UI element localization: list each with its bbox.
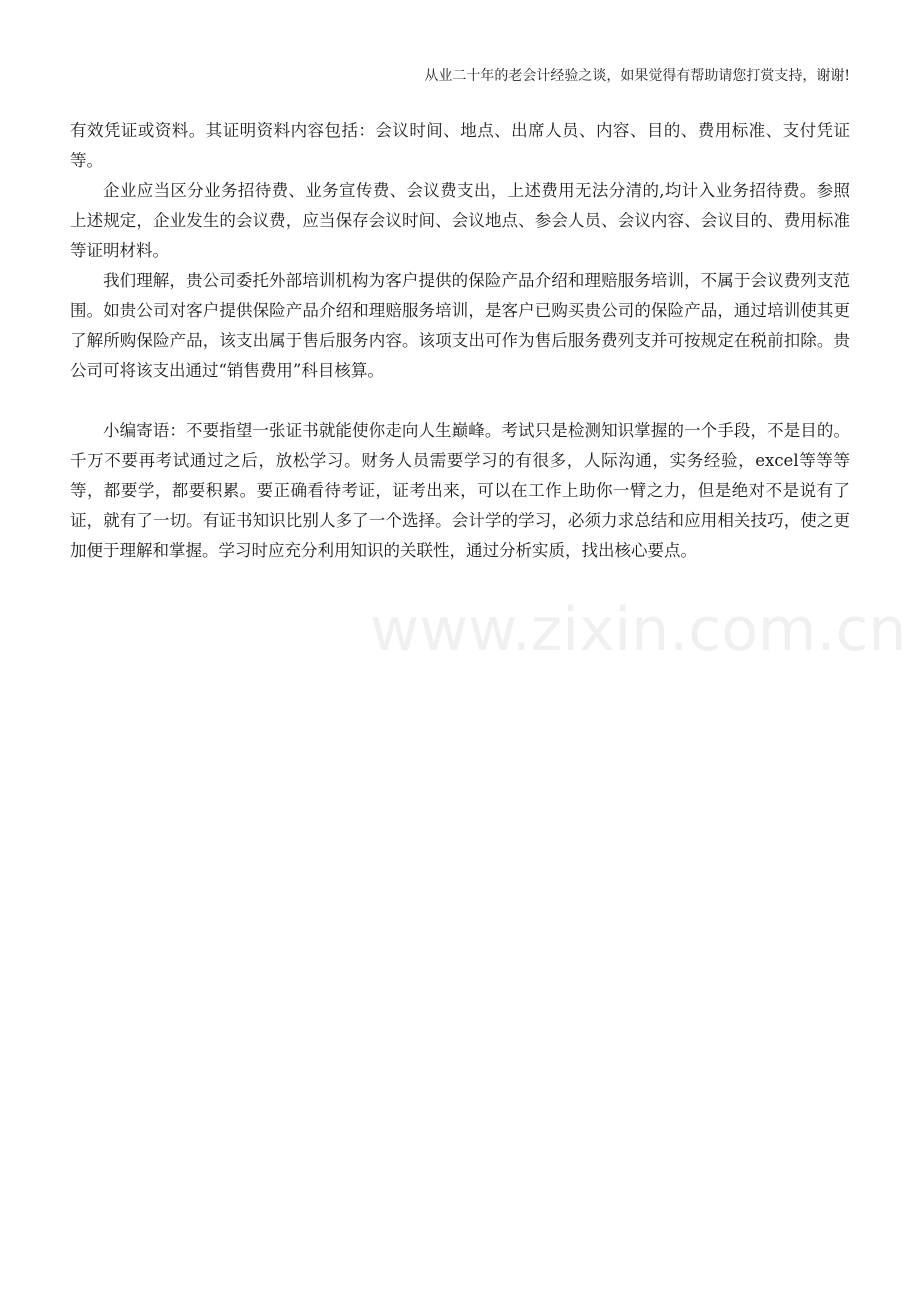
paragraph-spacer bbox=[70, 386, 850, 416]
paragraph-training-opinion: 我们理解，贵公司委托外部培训机构为客户提供的保险产品介绍和理赔服务培训，不属于会议费列支范围。如贵公司对客户提供保险产品介绍和理赔服务培训，是客户已购买贵公司的保险产品，通过培训使其更了解所购保险产品，该支出属于售后服务内容。该项支出可作为售后服务费列支并可按规定在税前扣除。贵公司可将该支出通过“销售费用”科目核算。 bbox=[70, 271, 850, 380]
paragraph-meeting-fee-rule: 企业应当区分业务招待费、业务宣传费、会议费支出，上述费用无法分清的,均计入业务招待费。参照上述规定，企业发生的会议费，应当保存会议时间、会议地点、参会人员、会议内容、会议目的、费用标准等证明材料。 bbox=[70, 181, 850, 260]
document-body bbox=[70, 116, 850, 566]
page-header: 从业二十年的老会计经验之谈，如果觉得有帮助请您打赏支持，谢谢! bbox=[424, 68, 850, 84]
paragraph-continued: 有效凭证或资料。其证明资料内容包括：会议时间、地点、出席人员、内容、目的、费用标准、支付凭证等。 bbox=[70, 121, 850, 170]
paragraph-editor-note: 小编寄语：不要指望一张证书就能使你走向人生巅峰。考试只是检测知识掌握的一个手段，不是目的。千万不要再考试通过之后，放松学习。财务人员需要学习的有很多，人际沟通，实务经验，excel等等等等，都要学，都要积累。要正确看待考证，证考出来，可以在工作上助你一臂之力，但是绝对不是说有了证，就有了一切。有证书知识比别人多了一个选择。会计学的学习，必须力求总结和应用相关技巧，使之更加便于理解和掌握。学习时应充分利用知识的关联性，通过分析实质，找出核心要点。 bbox=[70, 421, 850, 560]
watermark: www.zixin.com.cn bbox=[370, 595, 907, 665]
